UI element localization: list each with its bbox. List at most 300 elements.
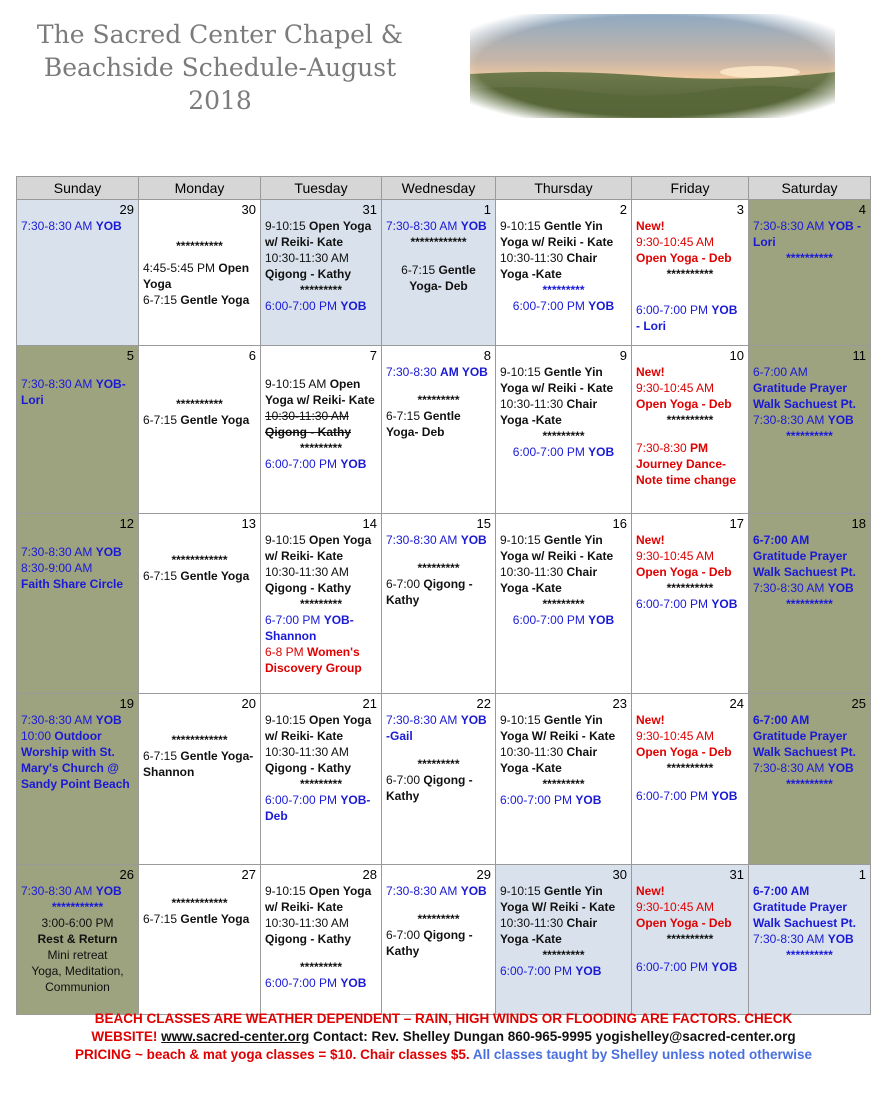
event-title: Gentle Yin: [544, 533, 603, 547]
event-title: YOB: [827, 581, 854, 595]
event-title: Gratitude Prayer: [753, 549, 848, 563]
event-title: YOB: [460, 219, 487, 233]
event-line: [636, 580, 744, 596]
event-line: [500, 564, 627, 580]
event-time: 8:30-9:00 AM: [21, 561, 93, 575]
event-line: [265, 612, 377, 628]
day-cell: [261, 200, 382, 346]
event-time: *********: [299, 777, 343, 791]
event-line: [265, 564, 377, 580]
event-line: [265, 792, 377, 808]
event-time: 9-10:15 AM: [265, 377, 330, 391]
event-line: [500, 298, 627, 314]
event-title: Gentle Yin: [544, 713, 603, 727]
spacer: [143, 883, 256, 895]
day-cell: [139, 346, 261, 514]
event-line: [636, 318, 744, 334]
event-title: YOB: [95, 219, 122, 233]
event-time: **********: [786, 597, 833, 611]
event-time: 9-10:15: [265, 884, 310, 898]
event-title: YOB: [827, 932, 854, 946]
weekday-wednesday: Wednesday: [382, 177, 496, 200]
day-cell: [261, 694, 382, 865]
spacer: [636, 776, 744, 788]
day-number: 13: [241, 516, 256, 531]
event-line: [265, 744, 377, 760]
event-time: *********: [299, 441, 343, 455]
day-cell: [17, 200, 139, 346]
event-time: 6:00-7:00 PM: [265, 976, 341, 990]
event-time: *********: [299, 960, 343, 974]
event-title: Yoga W/ Reiki - Kate: [500, 900, 616, 914]
event-title: Mary's Church @: [21, 761, 119, 775]
event-title: Open Yoga - Deb: [636, 916, 732, 930]
event-line: [500, 728, 627, 744]
event-line: [753, 218, 866, 234]
event-time: ************: [171, 553, 228, 567]
event-time: *********: [417, 757, 460, 771]
day-number: 20: [241, 696, 256, 711]
day-cell: [632, 865, 749, 1015]
footer-pricing: PRICING ~ beach & mat yoga classes = $10. Chair classes $5.: [74, 1047, 470, 1062]
event-line: [386, 943, 491, 959]
event-line: [265, 644, 377, 660]
event-line: [636, 266, 744, 282]
event-time: 7:30-8:30: [636, 441, 691, 455]
event-title: YOB-: [340, 793, 371, 807]
spacer: [636, 428, 744, 440]
spacer: [636, 947, 744, 959]
event-line: [753, 250, 866, 266]
event-title: Walk Sachuest Pt.: [753, 745, 856, 759]
event-title: YOB-: [95, 377, 126, 391]
day-cell: [749, 200, 871, 346]
event-time: 6-7:15: [401, 263, 439, 277]
event-time: *********: [542, 777, 585, 791]
event-title: YOB: [340, 976, 367, 990]
event-title: Yoga -Kate: [500, 932, 562, 946]
event-title: New!: [636, 884, 665, 898]
event-title: w/ Reiki- Kate: [265, 900, 344, 914]
event-time: 6-7:15: [143, 912, 181, 926]
event-time: **********: [666, 761, 714, 775]
week-row: [17, 865, 871, 1015]
footer-contact-line: [0, 1028, 887, 1046]
day-cell: [632, 514, 749, 694]
event-line: [21, 760, 134, 776]
event-line: [386, 364, 491, 380]
event-title: Gentle Yin: [544, 884, 603, 898]
event-title: Qigong - Kathy: [265, 267, 351, 281]
event-title: Yoga w/ Reiki - Kate: [500, 549, 614, 563]
event-title: Gentle Yoga: [180, 293, 250, 307]
event-title: Kathy: [386, 593, 420, 607]
event-title: YOB: [575, 964, 602, 978]
spacer: [143, 218, 256, 238]
event-line: [500, 792, 627, 808]
week-row: [17, 514, 871, 694]
event-time: 6:00-7:00 PM: [265, 793, 341, 807]
event-time: 7:30-8:30 AM: [21, 219, 96, 233]
footer-website-link[interactable]: www.sacred-center.org: [161, 1029, 310, 1044]
event-time: 10:30-11:30 AM: [265, 916, 349, 930]
event-line: [21, 776, 134, 792]
event-line: [265, 392, 377, 408]
day-cell: [749, 514, 871, 694]
event-title: Outdoor: [54, 729, 102, 743]
event-line: [143, 412, 256, 428]
day-number: 30: [241, 202, 256, 217]
event-line: [753, 947, 866, 963]
event-line: [636, 532, 744, 548]
event-line: [21, 979, 134, 995]
event-line: [636, 396, 744, 412]
event-line: [636, 234, 744, 250]
event-line: [21, 915, 134, 931]
event-line: [21, 931, 134, 947]
event-line: [500, 532, 627, 548]
event-title: Gratitude Prayer: [753, 900, 848, 914]
event-title: New!: [636, 533, 665, 547]
event-time: 6-7:15: [386, 409, 424, 423]
event-time: 6-7:15: [143, 293, 181, 307]
event-time: *********: [417, 561, 460, 575]
event-line: [500, 883, 627, 899]
day-cell: [632, 346, 749, 514]
event-line: [636, 712, 744, 728]
event-time: 6-7:00: [386, 577, 424, 591]
event-line: [143, 911, 256, 927]
day-number: 10: [729, 348, 744, 363]
event-line: [386, 560, 491, 576]
event-line: [753, 915, 866, 931]
event-time: ************: [171, 733, 228, 747]
event-time: 9-10:15: [500, 713, 545, 727]
event-line: [636, 788, 744, 804]
event-line: [386, 532, 491, 548]
event-line: [265, 282, 377, 298]
event-title: Yoga- Deb: [386, 425, 445, 439]
day-cell: [382, 346, 496, 514]
event-line: [500, 580, 627, 596]
event-time: 9:30-10:45 AM: [636, 549, 715, 563]
event-time: 10:30-11:30 AM: [265, 745, 349, 759]
event-title: 6-7:00 AM: [753, 884, 810, 898]
footer-note: All classes taught by Shelley unless noted otherwise: [472, 1047, 813, 1062]
event-title: Gentle Yin: [544, 365, 603, 379]
day-cell: [632, 200, 749, 346]
event-title: Open Yoga: [143, 261, 250, 291]
event-title: YOB: [588, 613, 615, 627]
event-line: [500, 428, 627, 444]
event-line: [753, 380, 866, 396]
day-number: 14: [362, 516, 377, 531]
event-title: Open Yoga: [309, 884, 372, 898]
event-time: ***********: [51, 900, 104, 914]
event-line: [753, 364, 866, 380]
footer-weather-notice: BEACH CLASSES ARE WEATHER DEPENDENT – RAIN, HIGH WINDS OR FLOODING ARE FACTORS. CHECK: [94, 1011, 793, 1026]
day-number: 23: [612, 696, 627, 711]
event-title: YOB: [711, 303, 738, 317]
event-time: 9-10:15: [500, 219, 545, 233]
event-line: [636, 959, 744, 975]
event-title: Chair: [566, 565, 598, 579]
event-line: [265, 250, 377, 266]
event-line: [21, 712, 134, 728]
event-title: -Gail: [386, 729, 413, 743]
event-line: [143, 568, 256, 584]
day-cell: [632, 694, 749, 865]
event-title: YOB-: [323, 613, 354, 627]
spacer: [386, 380, 491, 392]
event-line: [500, 548, 627, 564]
event-line: [265, 712, 377, 728]
day-cell: [496, 694, 632, 865]
weekday-header-row: [17, 177, 871, 200]
event-title: Open Yoga - Deb: [636, 745, 732, 759]
spacer: [21, 532, 134, 544]
event-line: [753, 712, 866, 728]
day-cell: [139, 200, 261, 346]
event-line: [753, 883, 866, 899]
event-title: YOB: [827, 761, 854, 775]
event-time: *********: [299, 597, 343, 611]
event-line: [265, 218, 377, 234]
event-line: [636, 380, 744, 396]
spacer: [386, 899, 491, 911]
event-time: 6-7:15: [143, 569, 181, 583]
day-number: 28: [362, 867, 377, 882]
spacer: [265, 947, 377, 959]
day-number: 4: [858, 202, 866, 217]
event-line: [500, 380, 627, 396]
event-line: [265, 408, 377, 424]
event-time: 7:30-8:30 AM: [21, 884, 96, 898]
event-title: Gentle Yoga: [180, 912, 250, 926]
event-title: Qigong -: [423, 577, 473, 591]
event-title: YOB: [460, 533, 487, 547]
event-line: [753, 564, 866, 580]
calendar-table: [16, 176, 871, 1015]
day-cell: [261, 865, 382, 1015]
event-line: [265, 883, 377, 899]
event-time: 7:30-8:30 AM: [21, 377, 96, 391]
event-time: 7:30-8:30: [386, 365, 441, 379]
event-title: Lori: [21, 393, 44, 407]
day-cell: [139, 694, 261, 865]
event-line: [636, 412, 744, 428]
event-line: [143, 732, 256, 748]
event-line: [265, 548, 377, 564]
event-title: Rest & Return: [37, 932, 118, 946]
event-title: Faith Share Circle: [21, 577, 124, 591]
event-time: 6:00-7:00 PM: [512, 299, 589, 313]
event-time: 4:45-5:45 PM: [143, 261, 219, 275]
event-time: 9-10:15: [500, 533, 545, 547]
event-title: New!: [636, 713, 665, 727]
event-line: [753, 776, 866, 792]
event-line: [500, 218, 627, 234]
event-time: 10:30-11:30: [500, 745, 567, 759]
day-number: 18: [851, 516, 866, 531]
event-time: 7:30-8:30 AM: [753, 413, 828, 427]
day-number: 5: [126, 348, 134, 363]
event-title: YOB: [95, 545, 122, 559]
event-line: [500, 744, 627, 760]
weekday-friday: Friday: [632, 177, 749, 200]
event-line: [386, 392, 491, 408]
event-line: [265, 975, 377, 991]
event-time: 6:00-7:00 PM: [512, 445, 589, 459]
event-title: Journey Dance-: [636, 457, 727, 471]
day-number: 11: [852, 348, 866, 363]
event-line: [636, 302, 744, 318]
event-time: 6-7:15: [143, 749, 181, 763]
event-time: *********: [417, 912, 460, 926]
event-title: 6-7:00 AM: [753, 713, 810, 727]
event-time: 9-10:15: [265, 713, 310, 727]
event-title: Yoga W/ Reiki - Kate: [500, 729, 616, 743]
day-number: 21: [362, 696, 377, 711]
day-cell: [749, 346, 871, 514]
event-title: Chair: [566, 916, 598, 930]
event-line: [386, 927, 491, 943]
event-time: 9:30-10:45 AM: [636, 235, 715, 249]
event-line: [265, 532, 377, 548]
event-title: Open Yoga: [309, 533, 372, 547]
spacer: [143, 532, 256, 552]
event-time: 9-10:15: [500, 365, 545, 379]
event-line: [265, 959, 377, 975]
event-title: Deb: [265, 809, 288, 823]
day-number: 22: [476, 696, 491, 711]
event-line: [753, 931, 866, 947]
event-time: 6-7:00: [386, 773, 424, 787]
event-time: 6:00-7:00 PM: [265, 457, 341, 471]
event-line: [143, 895, 256, 911]
event-title: w/ Reiki- Kate: [265, 549, 344, 563]
event-time: 6:00-7:00 PM: [636, 303, 712, 317]
event-line: [265, 899, 377, 915]
spacer: [386, 250, 491, 262]
event-title: Yoga -Kate: [500, 413, 562, 427]
day-number: 17: [729, 516, 744, 531]
event-line: [500, 282, 627, 298]
event-line: [21, 544, 134, 560]
week-row: [17, 694, 871, 865]
event-title: Yoga w/ Reiki- Kate: [265, 393, 375, 407]
event-title: Note time change: [636, 473, 737, 487]
event-title: Yoga -Kate: [500, 267, 562, 281]
day-number: 16: [612, 516, 627, 531]
day-number: 27: [241, 867, 256, 882]
day-cell: [17, 514, 139, 694]
spacer: [143, 712, 256, 732]
event-line: [386, 712, 491, 728]
footer-contact: Contact: Rev. Shelley Dungan 860-965-9995 yogishelley@sacred-center.org: [312, 1029, 796, 1044]
day-number: 1: [483, 202, 491, 217]
event-title: Qigong - Kathy: [265, 581, 351, 595]
beach-sunset-photo: [470, 14, 835, 118]
event-line: [636, 472, 744, 488]
event-title: 6-7:00 AM: [753, 533, 810, 547]
event-time: 10:30-11:30: [500, 565, 567, 579]
event-line: [21, 576, 134, 592]
event-title: YOB: [460, 713, 487, 727]
event-title: AM YOB: [440, 365, 488, 379]
footer-pricing-line: [0, 1046, 887, 1064]
day-number: 26: [119, 867, 134, 882]
day-cell: [261, 346, 382, 514]
event-time: 6-7:15: [143, 413, 181, 427]
event-line: [636, 883, 744, 899]
event-title: YOB: [575, 793, 602, 807]
event-title: Gentle Yoga: [180, 569, 250, 583]
event-line: [265, 298, 377, 314]
event-line: [386, 262, 491, 278]
event-time: 7:30-8:30 AM: [753, 932, 828, 946]
event-time: **********: [666, 267, 714, 281]
event-title: Chair: [566, 251, 598, 265]
event-title: Chair: [566, 397, 598, 411]
event-line: [636, 456, 744, 472]
event-time: **********: [786, 251, 833, 265]
event-line: [21, 392, 134, 408]
spacer: [21, 364, 134, 376]
event-time: 7:30-8:30 AM: [386, 219, 461, 233]
event-line: [386, 278, 491, 294]
event-line: [500, 776, 627, 792]
event-time: 10:30-11:30 AM: [265, 565, 349, 579]
spacer: [143, 364, 256, 384]
weekday-monday: Monday: [139, 177, 261, 200]
event-time: 6:00-7:00 PM: [500, 793, 576, 807]
event-title: YOB: [460, 884, 487, 898]
event-time: 7:30-8:30 AM: [21, 713, 96, 727]
event-title: Qigong - Kathy: [265, 761, 351, 775]
day-cell: [139, 514, 261, 694]
event-title: Open: [329, 377, 361, 391]
event-time: 7:30-8:30 AM: [753, 219, 828, 233]
event-title: Gratitude Prayer: [753, 381, 848, 395]
event-title: Chair: [566, 745, 598, 759]
event-line: [500, 915, 627, 931]
event-line: [500, 760, 627, 776]
event-title: Women's: [307, 645, 360, 659]
event-line: [753, 580, 866, 596]
event-title: Gentle: [438, 263, 476, 277]
event-line: [753, 532, 866, 548]
event-title: w/ Reiki- Kate: [265, 729, 344, 743]
event-time: 6:00-7:00 PM: [500, 964, 576, 978]
event-line: [753, 428, 866, 444]
event-line: [21, 947, 134, 963]
event-title: w/ Reiki- Kate: [265, 235, 344, 249]
title-line-3: 2018: [188, 86, 252, 115]
page-title: [0, 18, 440, 117]
event-time: *********: [542, 429, 585, 443]
weekday-thursday: Thursday: [496, 177, 632, 200]
event-line: [753, 760, 866, 776]
event-title: Worship with St.: [21, 745, 115, 759]
day-cell: [749, 694, 871, 865]
event-time: Communion: [45, 980, 110, 994]
event-title: Yoga w/ Reiki - Kate: [500, 235, 614, 249]
event-title: Gentle Yoga: [180, 413, 250, 427]
event-time: 9-10:15: [265, 533, 310, 547]
event-line: [21, 376, 134, 392]
event-line: [753, 234, 866, 250]
